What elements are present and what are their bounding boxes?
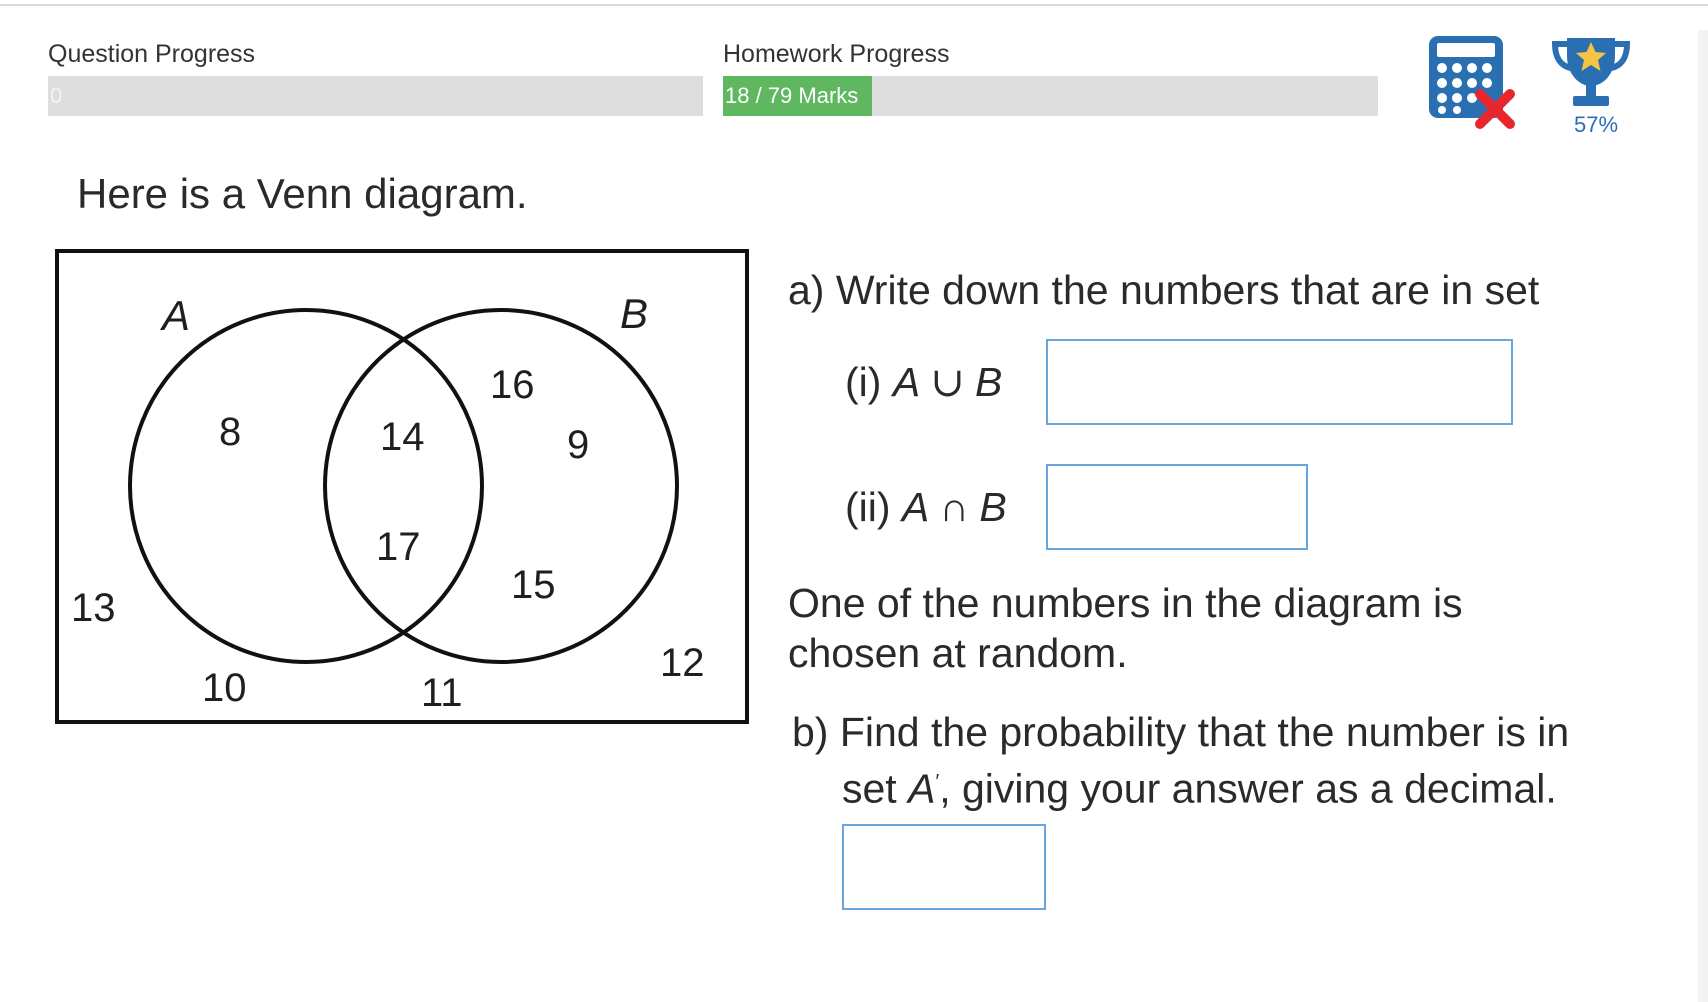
union-symbol: ∪	[920, 359, 976, 405]
outside-number: 12	[660, 641, 705, 685]
top-divider	[0, 4, 1708, 6]
homework-progress-label: Homework Progress	[723, 40, 950, 68]
union-answer-input[interactable]	[1046, 339, 1513, 425]
set-b-symbol: B	[979, 484, 1007, 530]
only-a-number: 8	[219, 410, 242, 454]
only-b-number: 15	[511, 563, 556, 607]
intersection-number: 17	[376, 525, 421, 569]
part-a-i-prefix: (i)	[845, 359, 893, 405]
part-a-ii-prefix: (ii)	[845, 484, 902, 530]
only-b-number: 9	[567, 423, 590, 467]
set-a-label: A	[162, 292, 191, 339]
part-b-line2: set A′, giving your answer as a decimal.	[842, 765, 1557, 812]
part-a-prompt: a) Write down the numbers that are in set	[788, 267, 1540, 313]
question-intro: Here is a Venn diagram.	[77, 170, 528, 217]
part-b-line1: b) Find the probability that the number is in	[792, 709, 1570, 755]
part-b-prompt	[792, 707, 1569, 814]
set-a-symbol: A	[892, 359, 921, 405]
outside-number: 13	[71, 586, 116, 630]
intersection-answer-input[interactable]	[1046, 464, 1308, 550]
outside-number: 10	[202, 666, 247, 710]
set-b-label: B	[620, 290, 649, 337]
question-progress-text: 0	[50, 83, 63, 108]
question-progress-label: Question Progress	[48, 40, 256, 68]
outside-number: 11	[421, 671, 463, 715]
set-b-symbol: B	[975, 359, 1003, 405]
trophy-star-icon[interactable]	[1551, 34, 1631, 115]
part-a-ii-label	[845, 482, 1007, 532]
calculator-not-allowed-icon[interactable]	[1427, 34, 1517, 135]
random-choice-line: One of the numbers in the diagram is	[788, 580, 1463, 626]
random-choice-text	[788, 578, 1463, 678]
homework-progress-text: 18 / 79 Marks	[725, 83, 859, 108]
prime-mark: ′	[935, 771, 940, 793]
set-a-complement: A	[908, 765, 936, 812]
random-choice-line: chosen at random.	[788, 630, 1128, 676]
probability-answer-input[interactable]	[842, 824, 1046, 910]
scrollbar-track[interactable]	[1698, 30, 1708, 1002]
intersection-number: 14	[380, 415, 425, 459]
part-a-i-label	[845, 357, 1002, 407]
question-progress-bar	[48, 76, 703, 116]
homework-progress-bar	[723, 76, 1378, 116]
intersection-symbol: ∩	[929, 484, 980, 530]
set-a-symbol: A	[901, 484, 930, 530]
venn-diagram	[54, 248, 754, 733]
only-b-number: 16	[490, 363, 535, 407]
score-percent: 57%	[1573, 112, 1619, 137]
